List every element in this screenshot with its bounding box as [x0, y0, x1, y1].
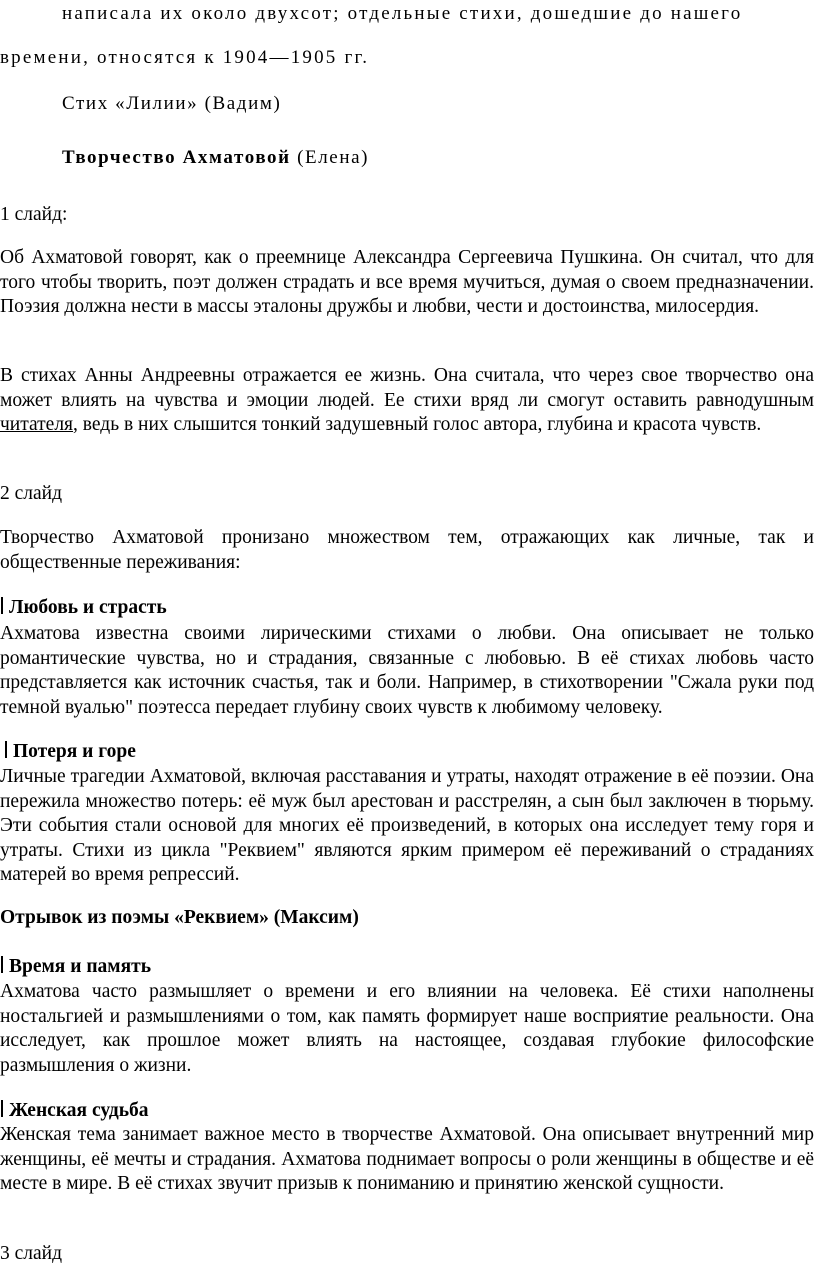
loss-heading-text: Потеря и горе — [13, 741, 136, 762]
heading-marker-icon — [5, 741, 7, 758]
loss-heading — [0, 740, 136, 764]
slide1-label: 1 слайд: — [0, 204, 68, 225]
love-heading — [0, 596, 167, 620]
women-heading-text: Женская судьба — [9, 1100, 149, 1121]
women-heading — [0, 1099, 149, 1123]
women-paragraph: Женская тема занимает важное место в творчестве Ахматовой. Она описывает внутренний мир женщины, её мечты и страдания. Ахматова поднимает вопросы о роли женщины в обществе и её месте в мире. В её стихах звучит призыв к пониманию и принятию женской сущности. — [0, 1124, 814, 1194]
loss-paragraph: Личные трагедии Ахматовой, включая расставания и утраты, находят отражение в её поэзии. Она пережила множество потерь: её муж был арестован и расстрелян, а сын был заключен в тюрьму. Эти события стали основой для многих её произведений, в которых она исследует тему горя и утраты. Стихи из цикла "Реквием" являются ярким примером её переживаний о страданиях матерей во время репрессий. — [0, 766, 814, 885]
lilies-line: Стих «Лилии» (Вадим) — [62, 93, 282, 114]
creativity-line — [62, 146, 814, 171]
reader-link: читателя — [0, 414, 74, 435]
slide3-label: 3 слайд — [0, 1243, 63, 1264]
intro-line-1: написала их около двухсот; отдельные стихи, дошедшие до нашего — [62, 3, 743, 24]
slide2-intro: Творчество Ахматовой пронизано множеством тем, отражающих как личные, так и общественные переживания: — [0, 527, 814, 573]
creativity-title: Творчество Ахматовой — [62, 147, 291, 168]
intro-paragraph — [0, 0, 814, 80]
love-paragraph: Ахматова известна своими лирическими стихами о любви. Она описывает не только романтические чувства, но и страдания, связанные с любовью. В её стихах любовь часто представляется как источник счастья, так и боли. Например, в стихотворении "Сжала руки под темной вуалью" поэтесса передает глубину своих чувств к любимому человеку. — [0, 623, 814, 718]
slide1-p2-text-end: , ведь в них слышится тонкий задушевный голос автора, глубина и красота чувств. — [73, 414, 762, 435]
slide2-label: 2 слайд — [0, 483, 63, 504]
heading-marker-icon — [1, 597, 3, 614]
creativity-author: (Елена) — [290, 147, 370, 168]
time-paragraph: Ахматова часто размышляет о времени и его влиянии на человека. Её стихи наполнены ностальгией и размышлениями о том, как память формирует наше восприятие реальности. Она исследует, как прошлое может влиять на настоящее, создавая глубокие философские размышления о жизни. — [0, 981, 814, 1076]
intro-line-2: времени, относятся к 1904—1905 гг. — [0, 47, 370, 68]
requiem-heading: Отрывок из поэмы «Реквием» (Максим) — [0, 907, 359, 928]
time-heading — [0, 955, 151, 979]
slide1-paragraph-1: Об Ахматовой говорят, как о преемнице Александра Сергеевича Пушкина. Он считал, что для того чтобы творить, поэт должен страдать и все время мучиться, думая о своем предназначении. Поэзия должна нести в массы эталоны дружбы и любви, чести и достоинства, милосердия. — [0, 247, 814, 317]
heading-marker-icon — [1, 1100, 3, 1117]
love-heading-text: Любовь и страсть — [9, 597, 167, 618]
time-heading-text: Время и память — [9, 956, 152, 977]
heading-marker-icon — [1, 956, 3, 973]
slide1-p2-text-start: В стихах Анны Андреевны отражается ее жизнь. Она считала, что через свое творчество она может влиять на чувства и эмоции людей. Ее стихи вряд ли смогут оставить равнодушным — [0, 365, 814, 411]
slide1-paragraph-2 — [0, 364, 814, 438]
